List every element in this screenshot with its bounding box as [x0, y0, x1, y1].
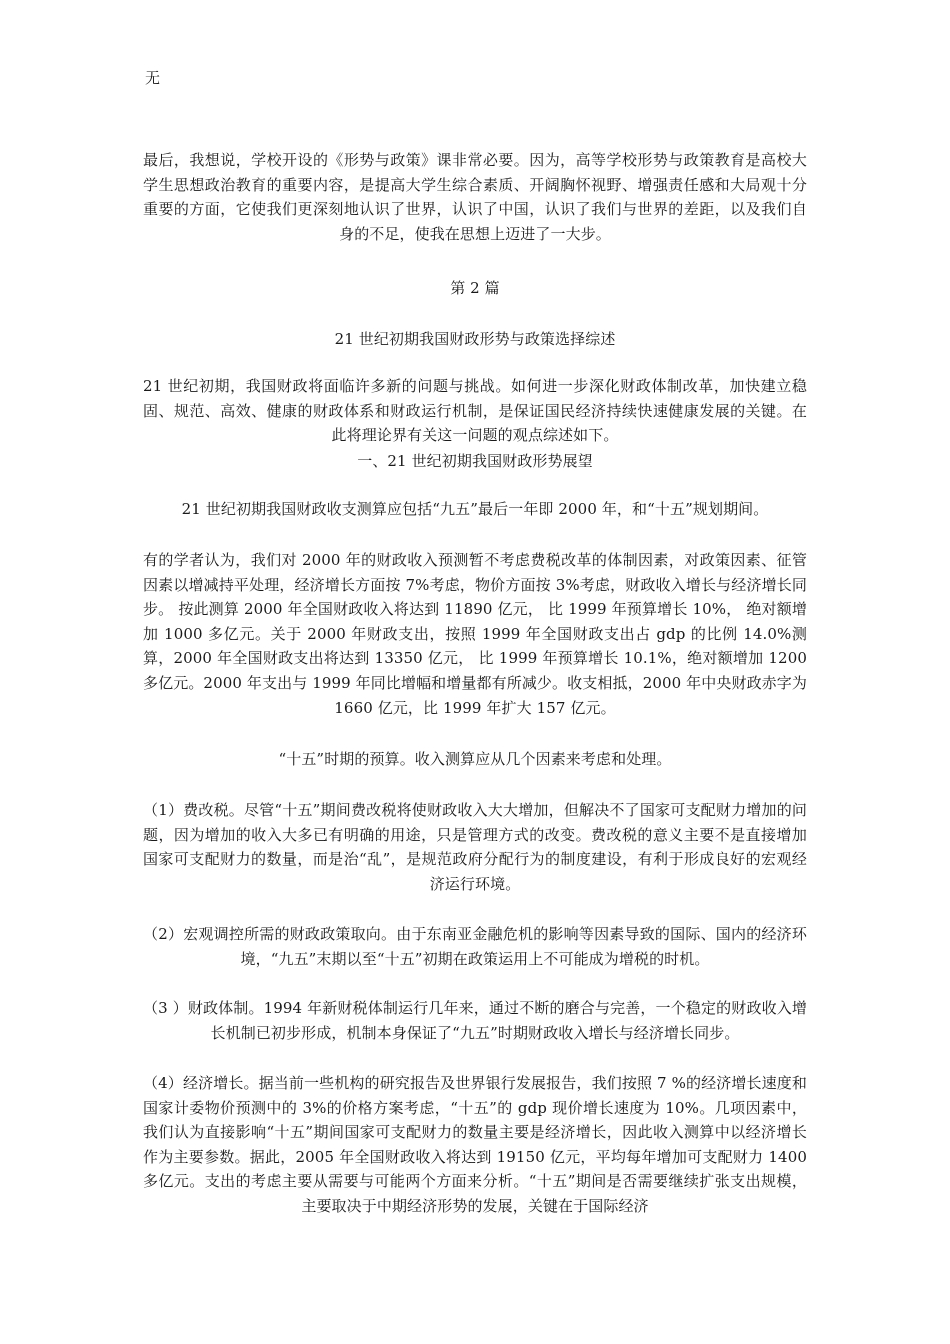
- header-word: 无: [145, 69, 161, 87]
- list-item: （3 ）财政体制。1994 年新财税体制运行几年来，通过不断的磨合与完善，一个稳定的财政收入增长机制已初步形成，机制本身保证了“九五”时期财政收入增长与经济增长同步。: [143, 999, 807, 1042]
- paragraph-tenth-five-budget: “十五”时期的预算。收入测算应从几个因素来考虑和处理。: [278, 750, 672, 768]
- list-item: （2）宏观调控所需的财政政策取向。由于东南亚金融危机的影响等因素导致的国际、国内的经济环境，“九五”末期以至“十五”初期在政策运用上不可能成为增税的时机。: [143, 925, 807, 968]
- paragraph-scholar-estimates: 有的学者认为，我们对 2000 年的财政收入预测暂不考虑费税改革的体制因素，对政策因素、征管因素以增减持平处理，经济增长方面按 7%考虑，物价方面按 3%考虑，财政收入增长与经济增长同步。 按此测算 2000 年全国财政收入将达到 11890 亿元， 比 1999 年预算增长 10%， 绝对额增加 1000 多亿元。关于 2000 年财政支出，按照 1999 年全国财政支出占 gdp 的比例 14.0%测算，2000 年全国财政支出将达到 13350 亿元， 比 1999 年预算增长 10.1%，绝对额增加 1200 多亿元。2000 年支出与 1999 年同比增幅和增量都有所减少。收支相抵，2000 年中央财政赤字为 1660 亿元，比 1999 年扩大 157 亿元。: [143, 551, 807, 717]
- list-item: （4）经济增长。据当前一些机构的研究报告及世界银行发展报告，我们按照 7 %的经济增长速度和国家计委物价预测中的 3%的价格方案考虑，“十五”的 gdp 现价增长速度为 10%。几项因素中，我们认为直接影响“十五”期间国家可支配财力的数量主要是经济增长，因此收入测算中以经济增长作为主要参数。据此，2005 年全国财政收入将达到 19150 亿元，平均每年增加可支配财力 1400 多亿元。支出的考虑主要从需要与可能两个方面来分析。“十五”期间是否需要继续扩张支出规模，主要取决于中期经济形势的发展，关键在于国际经济: [143, 1074, 807, 1215]
- list-item: （1）费改税。尽管“十五”期间费改税将使财政收入大大增加，但解决不了国家可支配财力增加的问题，因为增加的收入大多已有明确的用途，只是管理方式的改变。费改税的意义主要不是直接增加国家可支配财力的数量，而是治“乱”，是规范政府分配行为的制度建设，有利于形成良好的宏观经济运行环境。: [143, 801, 807, 893]
- section-heading: 一、21 世纪初期我国财政形势展望: [357, 452, 593, 470]
- closing-paragraph: 最后，我想说，学校开设的《形势与政策》课非常必要。因为，高等学校形势与政策教育是高校大学生思想政治教育的重要内容，是提高大学生综合素质、开阔胸怀视野、增强责任感和大局观十分重要的方面，它使我们更深刻地认识了世界，认识了中国，认识了我们与世界的差距，以及我们自身的不足，使我在思想上迈进了一大步。: [143, 151, 807, 243]
- paragraph-forecast-scope: 21 世纪初期我国财政收支测算应包括“九五”最后一年即 2000 年，和“十五”规划期间。: [181, 500, 769, 518]
- intro-paragraph: 21 世纪初期，我国财政将面临许多新的问题与挑战。如何进一步深化财政体制改革，加快建立稳固、规范、高效、健康的财政体系和财政运行机制，是保证国民经济持续快速健康发展的关键。在此将理论界有关这一问题的观点综述如下。: [143, 377, 807, 445]
- part-label: 第 2 篇: [450, 279, 500, 297]
- article-title: 21 世纪初期我国财政形势与政策选择综述: [334, 330, 616, 348]
